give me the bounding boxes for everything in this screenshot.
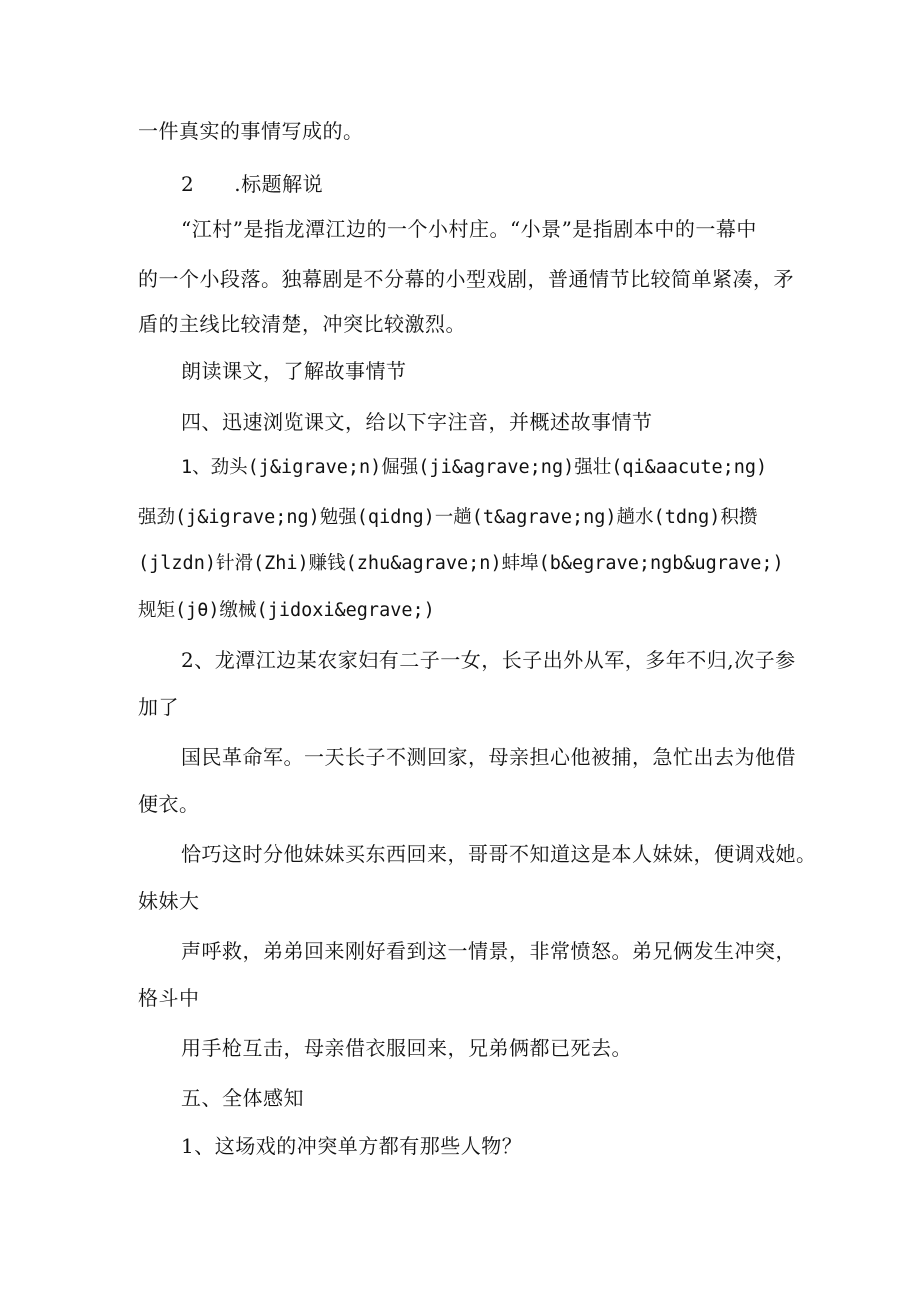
text-line: 1、这场戏的冲突单方都有那些人物？ [181,1134,523,1158]
pinyin-line: 规矩(jθ)缴械(jidoxi&egrave;) [138,600,435,621]
text-line: 声呼救，弟弟回来刚好看到这一情景，非常愤怒。弟兄俩发生冲突， [181,939,796,963]
text-line: 盾的主线比较清楚，冲突比较激烈。 [138,312,466,336]
pinyin-line: (jlzdn)针滑(Zhi)赚钱(zhu&agrave;n)蚌埠(b&egrave;ngb&ugrave;) [138,553,784,574]
section-heading: 五、全体感知 [181,1086,304,1110]
pinyin-line: 强劲(j&igrave;ng)勉强(qidng)一趟(t&agrave;ng)趟水(tdng)积攒 [138,507,758,528]
section-title: .标题解说 [234,172,324,196]
text-line: 朗读课文，了解故事情节 [181,359,407,383]
text-line: 一件真实的事情写成的。 [138,119,364,143]
text-line: 恰巧这时分他妹妹买东西回来，哥哥不知道这是本人妹妹，便调戏她。 [181,842,817,866]
section-number: 2 [181,172,195,196]
text-line: 用手枪互击，母亲借衣服回来，兄弟俩都已死去。 [181,1036,632,1060]
text-line: 妹妹大 [138,889,200,913]
text-line: 的一个小段落。独幕剧是不分幕的小型戏剧，普通情节比较简单紧凑，矛 [138,267,794,291]
text-line: “江村”是指龙潭江边的一个小村庄。“小景”是指剧本中的一幕中 [181,217,757,241]
text-line: 加了 [138,695,179,719]
pinyin-line: 1、劲头(j&igrave;n)倔强(ji&agrave;ng)强壮(qi&aacute;ng) [181,457,768,478]
section-heading: 四、迅速浏览课文，给以下字注音，并概述故事情节 [181,410,653,434]
text-line: 便衣。 [138,792,200,816]
text-line: 格斗中 [138,986,200,1010]
section-heading [181,171,323,197]
text-line: 国民革命军。一天长子不测回家，母亲担心他被捕，急忙出去为他借 [181,745,796,769]
text-line: 2、龙潭江边某农家妇有二子一女，长子出外从军，多年不归,次子参 [181,648,796,672]
